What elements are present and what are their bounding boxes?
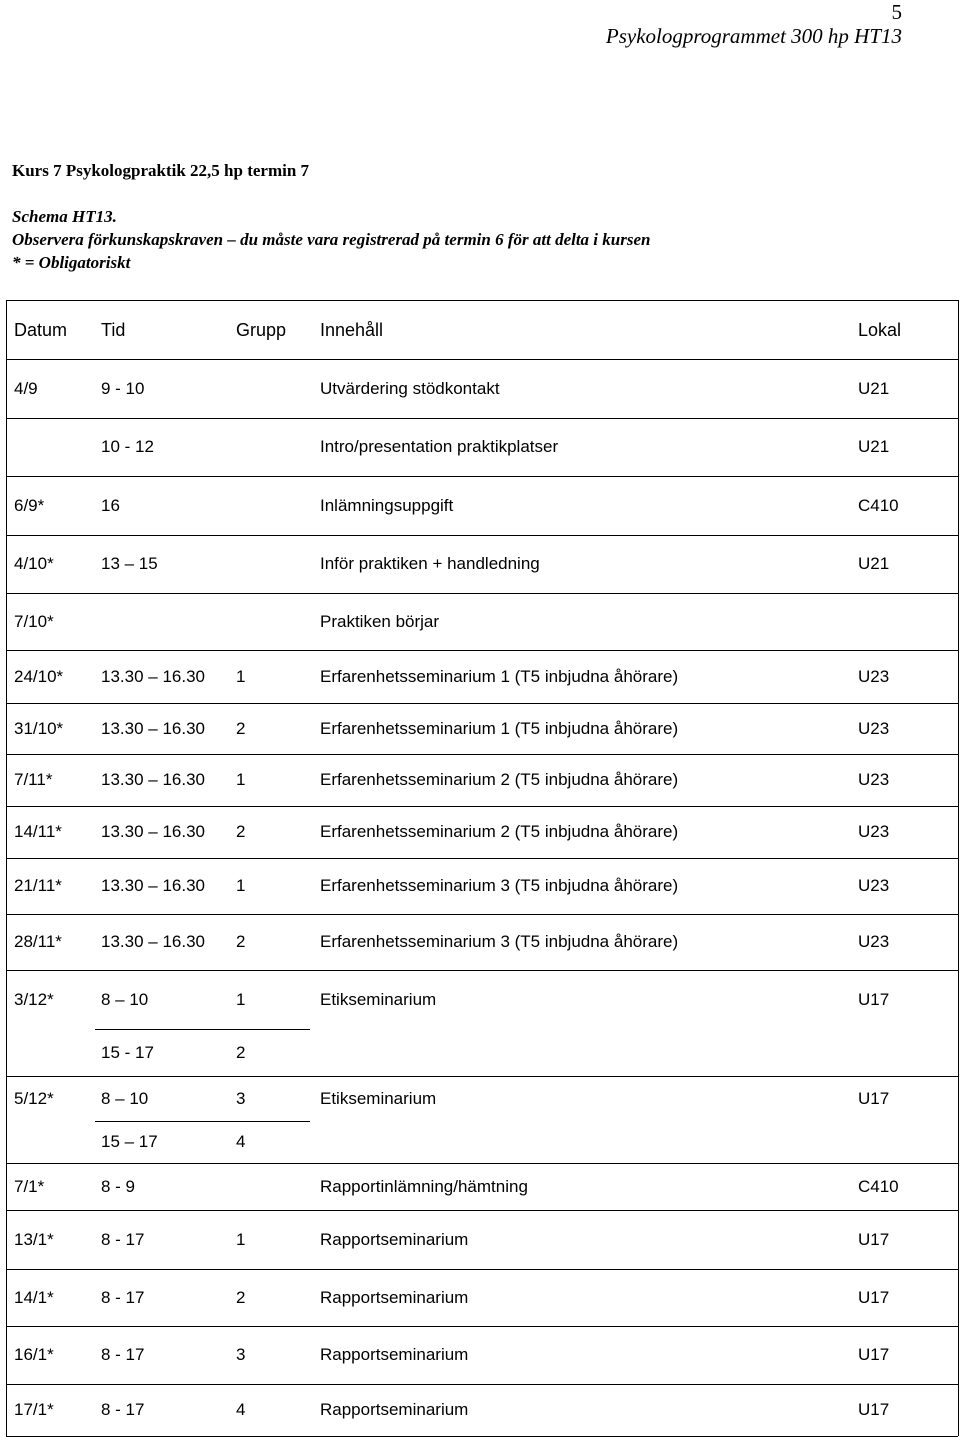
table-row: [0, 754, 1, 755]
table-row: [0, 1076, 1, 1077]
column-header-group: Grupp: [236, 319, 287, 340]
cell-content: Erfarenhetsseminarium 2 (T5 inbjudna åhörare): [320, 822, 679, 841]
cell-time: 8 - 17: [101, 1345, 145, 1364]
table-rule: [6, 300, 958, 301]
cell-time: 13.30 – 16.30: [101, 822, 205, 841]
cell-time: 8 - 17: [101, 1400, 145, 1419]
cell-date: 28/11*: [14, 932, 62, 951]
table-rule: [6, 1076, 958, 1077]
table-rule: [6, 1384, 958, 1385]
table-row: [0, 1210, 1, 1211]
table-rule: [6, 300, 7, 1436]
cell-content: Etikseminarium: [320, 989, 437, 1009]
cell-room: U17: [858, 1088, 890, 1108]
cell-date: 4/9: [14, 378, 38, 398]
cell-content: Intro/presentation praktikplatser: [320, 437, 559, 456]
cell-content: Rapportseminarium: [320, 1229, 469, 1249]
table-row: [0, 476, 1, 477]
cell-time: 15 - 17: [101, 1042, 154, 1062]
cell-group: 2: [236, 932, 246, 951]
cell-group: 1: [236, 770, 246, 789]
cell-content: Erfarenhetsseminarium 1 (T5 inbjudna åhörare): [320, 666, 679, 686]
table-rule: [95, 1121, 310, 1122]
table-row: [0, 858, 1, 859]
page-number: 5: [891, 0, 902, 24]
cell-group: 1: [236, 1229, 246, 1249]
program-title: Psykologprogrammet 300 hp HT13: [605, 24, 902, 48]
cell-room: C410: [858, 1176, 899, 1196]
table-row: [0, 418, 1, 419]
cell-date: 21/11*: [14, 876, 62, 895]
table-rule: [6, 914, 958, 915]
table-row: [0, 703, 1, 704]
table-rule: [6, 476, 958, 477]
cell-room: C410: [858, 495, 899, 515]
cell-room: U17: [858, 1400, 890, 1419]
cell-time: 8 - 9: [101, 1176, 136, 1196]
cell-content: Praktiken börjar: [320, 611, 440, 631]
cell-date: 7/1*: [14, 1176, 45, 1196]
cell-time: 16: [101, 495, 120, 515]
cell-group: 1: [236, 989, 246, 1009]
cell-group: 1: [236, 666, 246, 686]
table-row: [0, 593, 1, 594]
cell-date: 17/1*: [14, 1400, 54, 1419]
column-header-time: Tid: [101, 319, 126, 340]
table-rule: [6, 1163, 958, 1164]
cell-date: 4/10*: [14, 554, 54, 573]
column-header-date: Datum: [14, 319, 68, 340]
cell-room: U17: [858, 1287, 890, 1307]
table-rule: [6, 806, 958, 807]
cell-group: 3: [236, 1345, 246, 1364]
cell-time: 8 – 10: [101, 989, 149, 1009]
cell-content: Erfarenhetsseminarium 1 (T5 inbjudna åhörare): [320, 718, 679, 738]
table-rule: [6, 970, 958, 971]
cell-room: U17: [858, 989, 890, 1009]
table-rule: [958, 300, 959, 1436]
cell-room: U23: [858, 718, 890, 738]
cell-time: 15 – 17: [101, 1132, 158, 1151]
table-row: [0, 1269, 1, 1270]
table-row: [0, 1163, 1, 1164]
column-header-room: Lokal: [858, 319, 902, 340]
cell-time: 13.30 – 16.30: [101, 770, 205, 789]
cell-content: Erfarenhetsseminarium 2 (T5 inbjudna åhörare): [320, 770, 679, 789]
cell-time: 10 - 12: [101, 437, 154, 456]
cell-room: U17: [858, 1229, 890, 1249]
cell-group: 4: [236, 1132, 246, 1151]
cell-content: Rapportseminarium: [320, 1345, 469, 1364]
table-row: [0, 359, 1, 360]
schedule-label: Schema HT13.: [12, 207, 117, 226]
cell-room: U21: [858, 378, 890, 398]
table-rule: [6, 418, 958, 419]
mandatory-legend: * = Obligatoriskt: [12, 253, 131, 272]
cell-room: U17: [858, 1345, 890, 1364]
cell-room: U23: [858, 822, 890, 841]
cell-time: 8 - 17: [101, 1229, 145, 1249]
cell-content: Inlämningsuppgift: [320, 495, 454, 515]
table-row: [0, 914, 1, 915]
cell-content: Utvärdering stödkontakt: [320, 378, 500, 398]
cell-date: 14/1*: [14, 1287, 54, 1307]
cell-room: U23: [858, 876, 890, 895]
cell-content: Rapportinlämning/hämtning: [320, 1176, 528, 1196]
cell-date: 7/10*: [14, 611, 54, 631]
table-row: [0, 650, 1, 651]
cell-room: U21: [858, 554, 890, 573]
table-rule: [6, 703, 958, 704]
cell-date: 7/11*: [14, 770, 53, 789]
table-row: [0, 535, 1, 536]
course-title: Kurs 7 Psykologpraktik 22,5 hp termin 7: [12, 161, 310, 180]
table-rule: [6, 535, 958, 536]
table-rule: [6, 359, 958, 360]
cell-room: U23: [858, 932, 890, 951]
cell-group: 3: [236, 1088, 246, 1108]
cell-date: 14/11*: [14, 822, 62, 841]
table-rule: [6, 754, 958, 755]
cell-time: 8 - 17: [101, 1287, 145, 1307]
cell-group: 2: [236, 718, 246, 738]
cell-room: U23: [858, 666, 890, 686]
cell-time: 9 - 10: [101, 378, 145, 398]
prerequisite-notice: Observera förkunskapskraven – du måste vara registrerad på termin 6 för att delta i kursen: [12, 230, 651, 249]
cell-date: 13/1*: [14, 1229, 54, 1249]
table-row: [0, 1029, 1, 1030]
cell-content: Inför praktiken + handledning: [320, 554, 540, 573]
table-row: [0, 806, 1, 807]
table-row: [0, 1326, 1, 1327]
cell-room: U23: [858, 770, 890, 789]
cell-content: Rapportseminarium: [320, 1400, 469, 1419]
cell-room: U21: [858, 437, 890, 456]
cell-content: Etikseminarium: [320, 1088, 437, 1108]
cell-date: 5/12*: [14, 1088, 54, 1108]
cell-group: 2: [236, 1042, 246, 1062]
cell-time: 13.30 – 16.30: [101, 666, 205, 686]
cell-content: Rapportseminarium: [320, 1287, 469, 1307]
table-rule: [6, 1326, 958, 1327]
table-rule: [6, 650, 958, 651]
table-rule: [6, 858, 958, 859]
cell-content: Erfarenhetsseminarium 3 (T5 inbjudna åhörare): [320, 932, 679, 951]
table-row: [0, 1121, 1, 1122]
cell-group: 2: [236, 1287, 246, 1307]
column-header-content: Innehåll: [320, 319, 384, 340]
table-row: [0, 1384, 1, 1385]
cell-date: 6/9*: [14, 495, 45, 515]
cell-time: 8 – 10: [101, 1088, 149, 1108]
cell-time: 13 – 15: [101, 554, 158, 573]
cell-group: 2: [236, 822, 246, 841]
cell-group: 4: [236, 1400, 246, 1419]
cell-time: 13.30 – 16.30: [101, 876, 205, 895]
table-row: [0, 970, 1, 971]
cell-date: 31/10*: [14, 718, 64, 738]
table-rule: [6, 1269, 958, 1270]
table-rule: [95, 1029, 310, 1030]
table-rule: [6, 593, 958, 594]
cell-group: 1: [236, 876, 246, 895]
cell-date: 24/10*: [14, 666, 64, 686]
table-rule: [6, 1210, 958, 1211]
cell-date: 3/12*: [14, 989, 54, 1009]
cell-date: 16/1*: [14, 1345, 54, 1364]
cell-content: Erfarenhetsseminarium 3 (T5 inbjudna åhörare): [320, 876, 679, 895]
cell-time: 13.30 – 16.30: [101, 932, 205, 951]
cell-time: 13.30 – 16.30: [101, 718, 205, 738]
